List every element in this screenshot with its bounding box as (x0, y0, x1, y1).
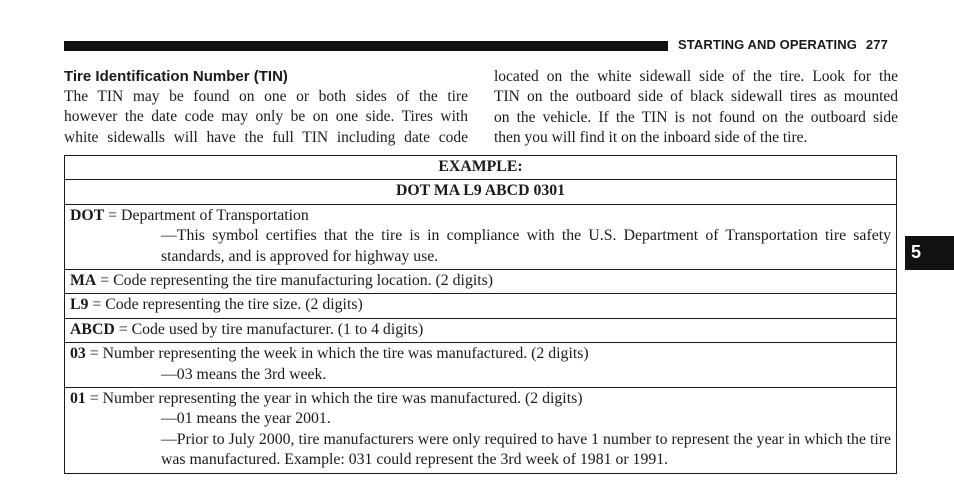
code-desc: = Department of Transportation (104, 206, 309, 224)
text-line: then you will find it on the inboard side of the tire. (494, 129, 808, 147)
table-row (65, 156, 897, 180)
table-row (65, 270, 897, 294)
section-title: STARTING AND OPERATING (678, 37, 857, 52)
code-note: —Prior to July 2000, tire manufacturers were only required to have 1 number to represent the year in which the tire was manufactured. Example: 031 could represent the 3rd week of 1981 or 1991. (161, 430, 891, 469)
right-column (494, 67, 898, 149)
code-note: —This symbol certifies that the tire is in compliance with the U.S. Department of Transportation tire safety standards, and is approved for highway use. (161, 227, 891, 265)
text-line: on the vehicle. If the TIN is not found on the outboard side (494, 108, 898, 126)
code-note: —01 means the year 2001. (161, 410, 331, 428)
table-row (65, 343, 897, 388)
table-row (65, 204, 897, 269)
example-code: DOT MA L9 ABCD 0301 (65, 180, 897, 204)
text-line: located on the white sidewall side of the tire. Look for the (494, 68, 898, 85)
code-desc: = Code used by tire manufacturer. (1 to 4 digits) (114, 320, 424, 338)
tin-heading: Tire Identification Number (TIN) (64, 68, 288, 85)
page-number: 277 (865, 37, 888, 52)
code-key: L9 (70, 296, 89, 314)
tin-example-table (64, 155, 897, 474)
table-row (65, 294, 897, 318)
example-label: EXAMPLE: (65, 156, 897, 180)
intro-paragraph-start (64, 87, 468, 148)
code-note: —03 means the 3rd week. (161, 365, 327, 383)
text-line: The TIN may be found on one or both sides of the tire (64, 88, 468, 105)
header-rule (64, 41, 668, 51)
row-year (65, 388, 897, 474)
code-key: 03 (70, 345, 86, 363)
code-key: 01 (70, 390, 86, 408)
code-key: MA (70, 272, 97, 290)
text-line: white sidewalls will have the full TIN including date code (64, 128, 468, 146)
code-desc: = Number representing the year in which the tire was manufactured. (2 digits) (85, 390, 583, 408)
row-week (65, 343, 897, 388)
table-row (65, 388, 897, 474)
code-key: ABCD (70, 320, 115, 338)
running-header (678, 37, 888, 52)
chapter-number: 5 (911, 242, 922, 262)
code-key: DOT (70, 206, 105, 224)
table-row (65, 180, 897, 204)
code-desc: = Number representing the week in which the tire was manufactured. (2 digits) (85, 345, 589, 363)
text-line: however the date code may only be on one side. Tires with (64, 108, 468, 126)
row-l9 (65, 294, 897, 318)
text-line: TIN on the outboard side of black sidewall tires as mounted (494, 88, 898, 106)
code-desc: = Code representing the tire manufacturing location. (2 digits) (96, 272, 494, 290)
row-abcd (65, 318, 897, 342)
row-ma (65, 270, 897, 294)
intro-paragraph-end (494, 67, 898, 149)
chapter-tab (905, 236, 954, 270)
code-desc: = Code representing the tire size. (2 digits) (88, 296, 363, 314)
row-dot (65, 204, 897, 269)
left-column (64, 66, 468, 148)
table-row (65, 318, 897, 342)
